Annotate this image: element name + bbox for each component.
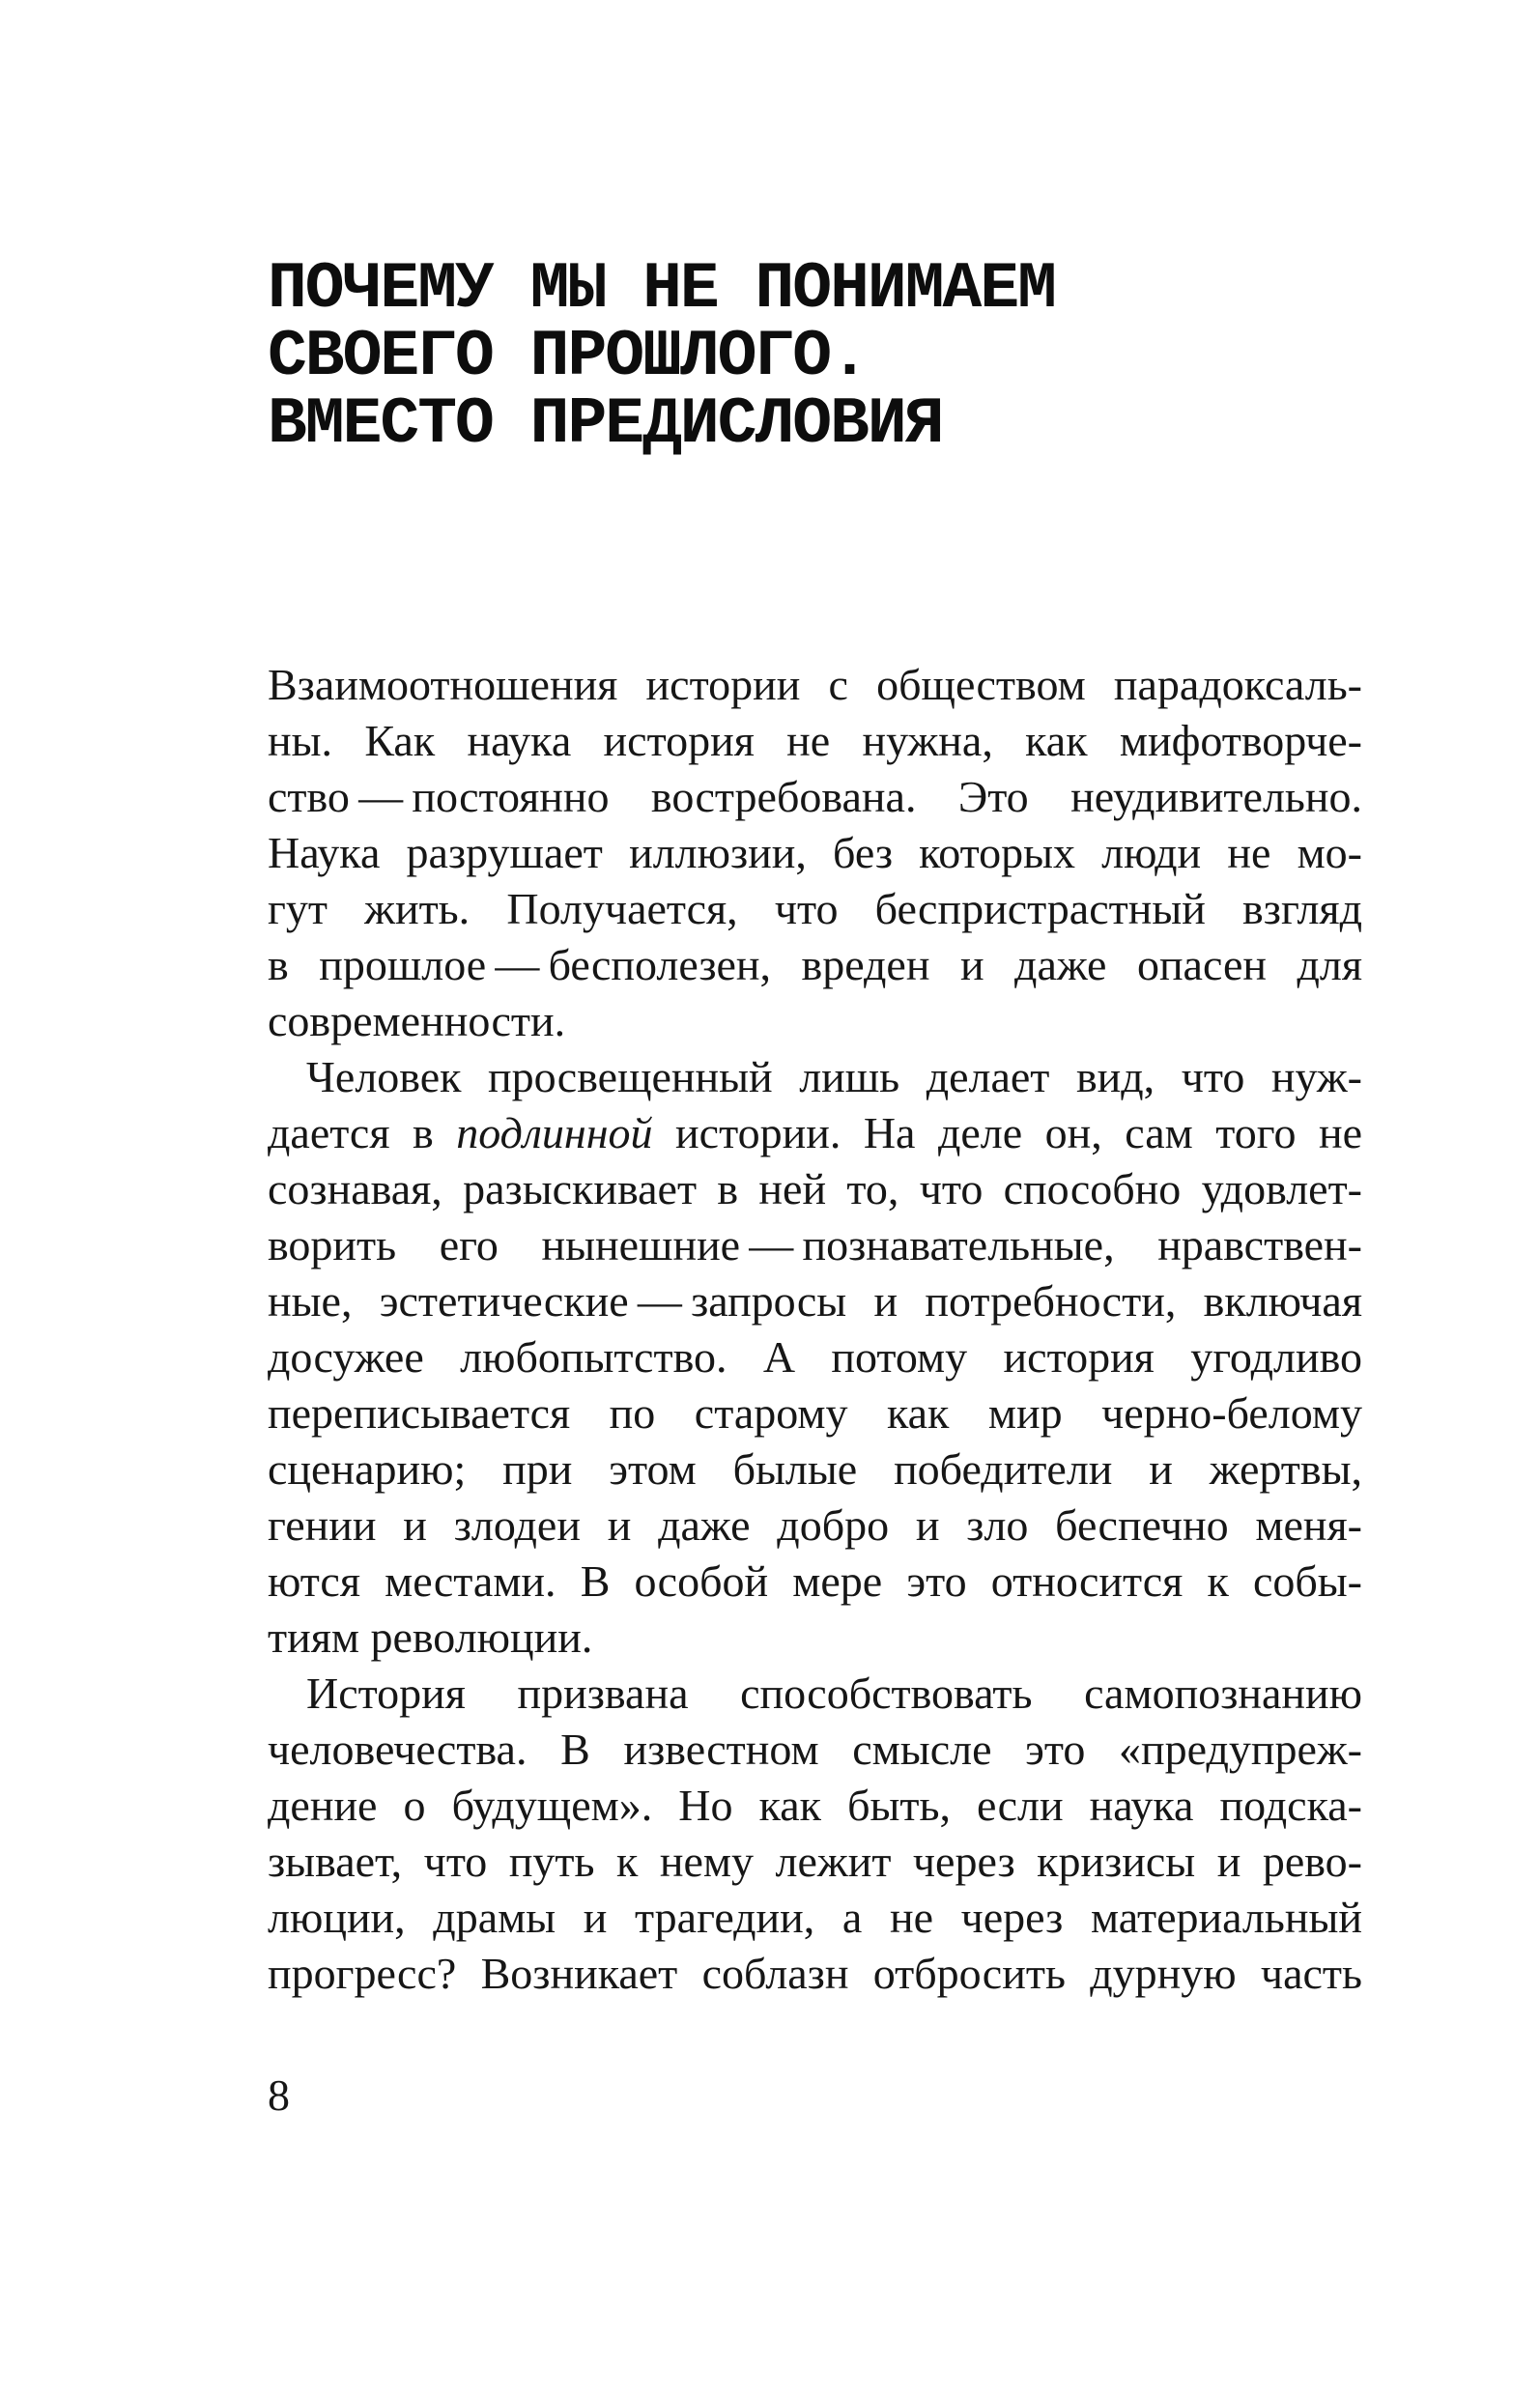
text-line: тиям революции.	[268, 1612, 593, 1662]
text-line: ные, эстетические — запросы и потребности, включая	[268, 1276, 1362, 1326]
text-line: человечества. В известном смысле это «предупреж-	[268, 1725, 1362, 1774]
text-line: ются местами. В особой мере это относится к собы-	[268, 1556, 1362, 1606]
chapter-title-line: СВОЕГО ПРОШЛОГО.	[268, 320, 868, 394]
text-line: зывает, что путь к нему лежит через кризисы и рево-	[268, 1837, 1362, 1886]
body-text	[268, 657, 1362, 2002]
text-line: История призвана способствовать самопознанию	[306, 1669, 1362, 1718]
text-line: ство — постоянно востребована. Это неудивительно.	[268, 772, 1362, 821]
chapter-title-line: ПОЧЕМУ МЫ НЕ ПОНИМАЕМ	[268, 252, 1055, 327]
text-line: ворить его нынешние — познавательные, нравствен-	[268, 1220, 1362, 1269]
text-line: в прошлое — бесполезен, вреден и даже опасен для	[268, 940, 1362, 989]
text-line: Человек просвещенный лишь делает вид, что нуж-	[306, 1052, 1362, 1101]
text-line: досужее любопытство. А потому история угодливо	[268, 1332, 1362, 1382]
text-line: гении и злодеи и даже добро и зло беспечно меня-	[268, 1500, 1362, 1550]
text-line: Взаимоотношения истории с обществом парадоксаль-	[268, 660, 1362, 709]
text-segment: дается в	[268, 1108, 457, 1157]
chapter-title-line: ВМЕСТО ПРЕДИСЛОВИЯ	[268, 387, 943, 462]
text-line: люции, драмы и трагедии, а не через материальный	[268, 1893, 1362, 1942]
text-line: гут жить. Получается, что беспристрастный взгляд	[268, 884, 1362, 933]
text-line: современности.	[268, 996, 566, 1045]
text-line: сознавая, разыскивает в ней то, что способно удовлет-	[268, 1164, 1362, 1213]
text-line: прогресс? Возникает соблазн отбросить дурную часть	[268, 1949, 1362, 1998]
text-segment-italic: подлинной	[456, 1108, 653, 1157]
chapter-title	[268, 252, 1362, 462]
text-line: сценарию; при этом былые победители и жертвы,	[268, 1444, 1362, 1494]
text-line	[268, 1105, 1362, 1161]
text-line: переписывается по старому как мир черно-белому	[268, 1388, 1362, 1438]
text-segment: истории. На деле он, сам того не	[652, 1108, 1362, 1157]
text-line: Наука разрушает иллюзии, без которых люди не мо-	[268, 828, 1362, 877]
page-number: 8	[268, 2070, 290, 2120]
text-line: ны. Как наука история не нужна, как мифотворче-	[268, 716, 1362, 765]
text-line: дение о будущем». Но как быть, если наука подска-	[268, 1781, 1362, 1830]
